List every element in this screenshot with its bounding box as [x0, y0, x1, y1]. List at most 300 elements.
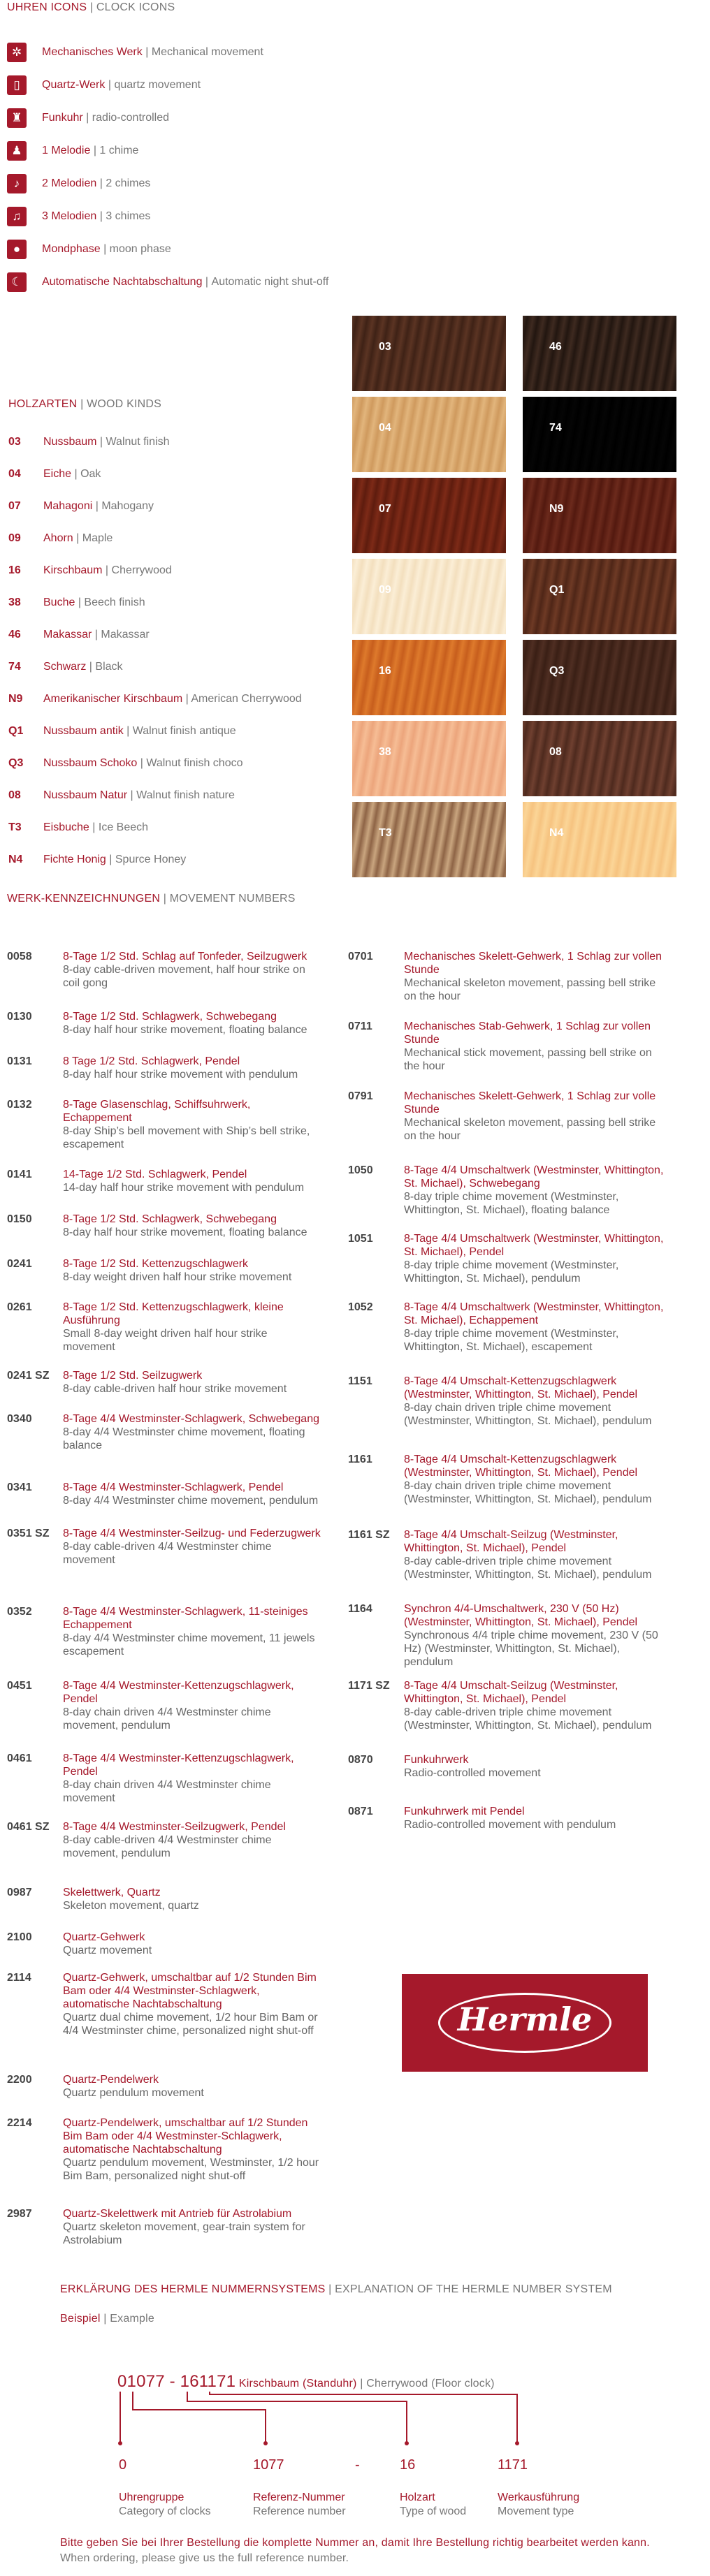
wood-swatch [352, 640, 506, 715]
clock-icon-label-en: 1 chime [99, 145, 139, 156]
movement-desc-de: 8-Tage 1/2 Std. Schlagwerk, Schwebegang [63, 1011, 277, 1023]
wood-name-en: Makassar [101, 629, 150, 641]
movement-desc-en: 8-day cable-driven 4/4 Westminster chime movement [63, 1541, 272, 1566]
movement-desc-en: 8-day triple chime movement (Westminster, Whittington, St. Michael), floating balance [404, 1191, 619, 1216]
movement-text [63, 1527, 321, 1567]
wood-swatch [352, 316, 506, 391]
movement-desc-en: 8-day cable-driven triple chime movement (Westminster, Whittington, St. Michael), pendulum [404, 1706, 652, 1732]
movement-desc-de: Quartz-Gehwerk, umschaltbar auf 1/2 Stunden Bim Bam oder 4/4 Westminster-Schlagwerk, automatische Nachtabschaltung [63, 1972, 317, 2010]
wood-code: 07 [8, 500, 21, 512]
wood-name-de: Makassar [43, 629, 92, 641]
number-part-value: 0 [119, 2457, 127, 2473]
wood-swatch [523, 397, 676, 472]
movement-text [63, 2116, 321, 2183]
movement-desc-de: 8-Tage 4/4 Westminster-Kettenzugschlagwerk, Pendel [63, 1752, 294, 1778]
wood-kind-row [8, 789, 235, 802]
wood-name-de: Buche [43, 597, 75, 608]
movement-desc-en: Quartz pendulum movement, Westminster, 1/2 hour Bim Bam, personalized night shut-off [63, 2157, 319, 2182]
movement-text [404, 1090, 669, 1143]
wood-kind-row [8, 436, 170, 448]
wood-swatch-code: 03 [379, 341, 391, 353]
hermle-logo [402, 1974, 648, 2072]
movement-desc-de: Mechanisches Stab-Gehwerk, 1 Schlag zur vollen Stunde [404, 1020, 651, 1046]
clock-icon-row [7, 140, 138, 161]
wood-kind-row [8, 725, 236, 738]
movement-desc-de: 8-Tage 1/2 Std. Kettenzugschlagwerk [63, 1258, 249, 1270]
wood-swatch-code: 07 [379, 503, 391, 515]
movement-text [404, 1602, 669, 1669]
movement-code: 0241 SZ [7, 1370, 50, 1382]
movement-desc-en: Quartz movement [63, 1945, 152, 1956]
movement-text [63, 1213, 321, 1239]
separator: | [100, 243, 110, 255]
separator: | [96, 210, 106, 222]
number-part-label-en: Reference number [253, 2505, 346, 2517]
movement-code: 0701 [348, 951, 373, 963]
movement-desc-en: 8-day chain driven 4/4 Westminster chime movement [63, 1779, 271, 1804]
movement-code: 0132 [7, 1099, 32, 1111]
movement-desc-en: 8-day cable-driven half hour strike movement [63, 1383, 287, 1395]
movement-desc-de: 8-Tage Glasenschlag, Schiffsuhrwerk, Echappement [63, 1099, 251, 1124]
movement-code: 2100 [7, 1931, 32, 1943]
wood-name-en: Ice Beech [98, 821, 149, 833]
clock-icon-label-de: 1 Melodie [42, 145, 91, 156]
movement-desc-de: 8-Tage 1/2 Std. Schlag auf Tonfeder, Seilzugwerk [63, 951, 307, 963]
movement-desc-de: Quartz-Skelettwerk mit Antrieb für Astrolabium [63, 2208, 292, 2220]
movement-desc-en: Quartz skeleton movement, gear-train system for Astrolabium [63, 2221, 305, 2246]
movement-text [404, 1232, 669, 1285]
clock-icon-label-en: Automatic night shut-off [211, 276, 329, 288]
movement-desc-de: 8-Tage 4/4 Umschalt-Seilzug (Westminster, Whittington, St. Michael), Pendel [404, 1529, 618, 1554]
movement-desc-de: 8-Tage 4/4 Umschalt-Kettenzugschlagwerk (Westminster, Whittington, St. Michael), Pendel [404, 1454, 638, 1479]
movement-desc-en: Mechanical stick movement, passing bell strike on the hour [404, 1047, 652, 1072]
movement-text [63, 1605, 321, 1658]
wood-kind-row [8, 629, 150, 641]
wood-name-de: Nussbaum antik [43, 725, 124, 737]
clock-icon-row [7, 42, 263, 63]
two-bells-icon: ♪ [7, 174, 27, 193]
wood-swatch-code: 09 [379, 584, 391, 596]
movement-desc-en: 8-day chain driven 4/4 Westminster chime movement, pendulum [63, 1706, 271, 1732]
movement-code: 2200 [7, 2074, 32, 2086]
wood-code: 08 [8, 789, 21, 801]
wood-code: T3 [8, 821, 22, 833]
separator: | [92, 629, 101, 641]
movement-text [63, 1098, 321, 1151]
number-part-label-de: Werkausführung [498, 2491, 580, 2503]
wood-name-de: Nussbaum Natur [43, 789, 128, 801]
clock-icon-row [7, 75, 201, 96]
movement-text [404, 1528, 669, 1581]
movement-text [63, 1055, 321, 1081]
order-note [60, 2535, 650, 2566]
wood-name-en: Walnut finish nature [136, 789, 235, 801]
clock-icon-label-en: quartz movement [114, 79, 201, 91]
wood-name-en: Walnut finish antique [132, 725, 236, 737]
wood-kind-row [8, 821, 148, 834]
quartz-icon: ▯ [7, 75, 27, 95]
wood-kind-row [8, 757, 242, 770]
wood-name-en: Cherrywood [111, 564, 172, 576]
wood-swatch-code: 38 [379, 746, 391, 758]
wood-name-de: Eiche [43, 468, 72, 480]
example-number-line: 01077 - 161171 Kirschbaum (Standuhr) | Cherrywood (Floor clock) [117, 2372, 495, 2391]
clock-icon-label-en: Mechanical movement [151, 46, 263, 58]
wood-code: 09 [8, 532, 21, 544]
example-number-desc-de: Kirschbaum (Standuhr) [238, 2378, 357, 2390]
number-part-value: 16 [400, 2457, 416, 2473]
three-bells-icon: ♫ [7, 207, 27, 226]
wood-code: Q3 [8, 757, 24, 769]
separator: | [123, 725, 133, 737]
moon-phase-icon: ● [7, 240, 27, 259]
movement-desc-en: 8-day half hour strike movement with pendulum [63, 1069, 298, 1081]
wood-name-de: Mahagoni [43, 500, 93, 512]
separator: | [86, 661, 96, 673]
number-system-heading: ERKLÄRUNG DES HERMLE NUMMERNSYSTEMS | EXPLANATION OF THE HERMLE NUMBER SYSTEM [60, 2283, 612, 2295]
movement-text [63, 1886, 321, 1912]
wood-kind-row [8, 854, 186, 866]
number-part-label [253, 2491, 346, 2519]
wood-kind-row [8, 661, 123, 673]
separator: | [105, 79, 115, 91]
wood-swatch [523, 559, 676, 634]
movement-desc-en: 8-day half hour strike movement, floating balance [63, 1024, 307, 1036]
movement-code: 0141 [7, 1169, 32, 1180]
movement-text [63, 1931, 321, 1957]
wood-swatch [352, 478, 506, 553]
movement-desc-de: 8-Tage 4/4 Westminster-Schlagwerk, 11-steiniges Echappement [63, 1606, 308, 1631]
movement-desc-de: 8-Tage 4/4 Umschaltwerk (Westminster, Whittington, St. Michael), Schwebegang [404, 1164, 664, 1190]
movement-text [63, 1168, 321, 1194]
movement-code: 0871 [348, 1806, 373, 1817]
wood-swatch-code: T3 [379, 827, 392, 839]
movement-code: 0461 SZ [7, 1821, 50, 1833]
movement-desc-de: 8 Tage 1/2 Std. Schlagwerk, Pendel [63, 1055, 240, 1067]
movement-desc-en: 14-day half hour strike movement with pendulum [63, 1182, 305, 1194]
wood-name-de: Schwarz [43, 661, 87, 673]
movement-desc-en: 8-day 4/4 Westminster chime movement, floating balance [63, 1426, 305, 1451]
movement-desc-en: 8-day triple chime movement (Westminster, Whittington, St. Michael), escapement [404, 1328, 619, 1353]
order-note-de: Bitte geben Sie bei Ihrer Bestellung die komplette Nummer an, damit Ihre Bestellung richtig bearbeitet werden kann. [60, 2537, 650, 2549]
movement-code: 1052 [348, 1301, 373, 1313]
wood-name-en: American Cherrywood [191, 693, 302, 705]
wood-code: Q1 [8, 725, 24, 737]
clock-icon-row [7, 206, 150, 227]
movement-desc-en: Small 8-day weight driven half hour strike movement [63, 1328, 268, 1353]
separator: | [137, 757, 147, 769]
wood-kind-row [8, 597, 145, 609]
wood-kind-row [8, 532, 113, 545]
clock-icon-row [7, 272, 328, 293]
movement-text [63, 2073, 321, 2100]
movement-code: 0150 [7, 1213, 32, 1225]
movement-text [404, 1805, 669, 1831]
movement-desc-en: 8-day triple chime movement (Westminster, Whittington, St. Michael), pendulum [404, 1259, 619, 1285]
movement-text [404, 1753, 669, 1780]
clock-icon-label-de: Funkuhr [42, 112, 83, 124]
movement-desc-de: 8-Tage 4/4 Umschalt-Kettenzugschlagwerk (Westminster, Whittington, St. Michael), Pendel [404, 1375, 638, 1400]
movement-text [404, 1453, 669, 1506]
movement-desc-en: 8-day 4/4 Westminster chime movement, 11 jewels escapement [63, 1632, 315, 1657]
wood-code: 38 [8, 597, 21, 608]
movement-desc-en: 8-day cable-driven triple chime movement (Westminster, Whittington, St. Michael), pendulum [404, 1556, 652, 1581]
clock-icon-label-en: 3 chimes [106, 210, 151, 222]
movement-desc-de: 8-Tage 4/4 Westminster-Seilzug- und Federzugwerk [63, 1528, 321, 1539]
movement-text [63, 1971, 321, 2037]
number-part-label-en: Type of wood [400, 2505, 467, 2517]
movement-text [404, 1301, 669, 1354]
wood-kinds-heading: HOLZARTEN | WOOD KINDS [8, 398, 161, 410]
wood-swatch [523, 640, 676, 715]
movement-text [63, 1257, 321, 1284]
movement-desc-de: 14-Tage 1/2 Std. Schlagwerk, Pendel [63, 1169, 247, 1180]
movement-desc-de: Funkuhrwerk [404, 1754, 469, 1766]
clock-icon-row [7, 173, 150, 194]
movement-desc-en: 8-day weight driven half hour strike movement [63, 1271, 292, 1283]
order-note-en: When ordering, please give us the full reference number. [60, 2552, 349, 2564]
movement-desc-de: 8-Tage 4/4 Umschalt-Seilzug (Westminster, Whittington, St. Michael), Pendel [404, 1680, 618, 1705]
number-part-label [119, 2491, 211, 2519]
wood-code: 46 [8, 629, 21, 641]
wood-swatch [352, 802, 506, 877]
wood-swatch [523, 478, 676, 553]
movement-desc-en: Quartz pendulum movement [63, 2087, 204, 2099]
movement-desc-de: Funkuhrwerk mit Pendel [404, 1806, 525, 1817]
movement-text [63, 1752, 321, 1805]
movement-desc-en: 8-day cable-driven movement, half hour strike on coil gong [63, 964, 305, 989]
movement-desc-de: 8-Tage 4/4 Westminster-Schlagwerk, Pendel [63, 1481, 284, 1493]
gear-icon: ✲ [7, 43, 27, 62]
wood-swatch-code: Q3 [549, 665, 565, 677]
movement-desc-de: 8-Tage 1/2 Std. Seilzugwerk [63, 1370, 203, 1382]
separator: | [75, 597, 85, 608]
movement-code: 0261 [7, 1301, 32, 1313]
number-part-label-de: Referenz-Nummer [253, 2491, 345, 2503]
radio-icon: ♜ [7, 108, 27, 128]
wood-kind-row [8, 500, 154, 513]
wood-swatch [523, 802, 676, 877]
movement-code: 1171 SZ [348, 1680, 390, 1692]
night-moon-icon: ☾ [7, 272, 27, 292]
movement-desc-en: Radio-controlled movement [404, 1767, 541, 1779]
number-part-label-de: Holzart [400, 2491, 435, 2503]
wood-swatch-code: 74 [549, 422, 562, 434]
movement-desc-de: Quartz-Pendelwerk [63, 2074, 159, 2086]
wood-name-en: Black [95, 661, 123, 673]
separator: | [142, 46, 152, 58]
wood-code: 16 [8, 564, 21, 576]
separator: | [106, 854, 115, 865]
separator: | [90, 145, 100, 156]
wood-name-en: Maple [82, 532, 113, 544]
clock-icon-label-en: moon phase [109, 243, 171, 255]
movement-desc-en: Synchronous 4/4 triple chime movement, 230 V (50 Hz) (Westminster, Whittington, St. Michael), pendulum [404, 1630, 658, 1668]
clock-icon-label-de: 3 Melodien [42, 210, 97, 222]
movement-desc-de: 8-Tage 4/4 Umschaltwerk (Westminster, Whittington, St. Michael), Echappement [404, 1301, 664, 1326]
movement-text [63, 1369, 321, 1396]
movement-code: 0870 [348, 1754, 373, 1766]
movement-text [63, 2207, 321, 2247]
movement-desc-en: Radio-controlled movement with pendulum [404, 1819, 616, 1831]
movement-desc-en: 8-day chain driven triple chime movement (Westminster, Whittington, St. Michael), pendulum [404, 1480, 652, 1505]
clock-icon-label-en: 2 chimes [106, 177, 151, 189]
number-part-label-en: Category of clocks [119, 2505, 211, 2517]
wood-swatch [523, 316, 676, 391]
example-number-desc-en: Cherrywood (Floor clock) [366, 2378, 495, 2390]
movement-desc-de: 8-Tage 4/4 Westminster-Seilzugwerk, Pendel [63, 1821, 286, 1833]
clock-icon-label-de: Mondphase [42, 243, 101, 255]
clock-icon-label-en: radio-controlled [92, 112, 170, 124]
clock-icon-label-de: Automatische Nachtabschaltung [42, 276, 203, 288]
wood-name-de: Eisbuche [43, 821, 89, 833]
movement-code: 0451 [7, 1680, 32, 1692]
wood-code: N4 [8, 854, 23, 865]
clock-icon-row [7, 108, 169, 129]
movement-code: 0791 [348, 1090, 373, 1102]
bell-icon: ♟ [7, 141, 27, 161]
separator: | [182, 693, 191, 705]
movement-code: 0340 [7, 1413, 32, 1425]
clock-icon-row [7, 239, 171, 260]
movement-text [63, 1679, 321, 1732]
movement-code: 0130 [7, 1011, 32, 1023]
wood-name-en: Mahogany [101, 500, 154, 512]
movement-desc-de: 8-Tage 1/2 Std. Schlagwerk, Schwebegang [63, 1213, 277, 1225]
movement-text [404, 1164, 669, 1217]
movement-code: 0461 [7, 1752, 32, 1764]
movement-code: 1164 [348, 1603, 372, 1615]
separator: | [89, 821, 99, 833]
movement-code: 2214 [7, 2117, 32, 2129]
wood-kind-row [8, 468, 101, 481]
movement-code: 0351 SZ [7, 1528, 50, 1539]
movement-desc-de: Mechanisches Skelett-Gehwerk, 1 Schlag zur vollen Stunde [404, 951, 662, 976]
wood-code: 74 [8, 661, 21, 673]
wood-name-en: Spurce Honey [115, 854, 187, 865]
wood-kind-row [8, 693, 302, 705]
movement-desc-de: 8-Tage 4/4 Westminster-Schlagwerk, Schwebegang [63, 1413, 319, 1425]
movement-desc-en: 8-day cable-driven 4/4 Westminster chime movement, pendulum [63, 1834, 272, 1859]
movement-code: 1151 [348, 1375, 372, 1387]
number-part-value: 1077 [253, 2457, 284, 2473]
clock-icon-label-de: 2 Melodien [42, 177, 97, 189]
movement-code: 2114 [7, 1972, 31, 1984]
wood-swatch-code: 16 [379, 665, 391, 677]
movement-text [404, 1020, 669, 1073]
wood-swatch [352, 559, 506, 634]
movement-code: 1050 [348, 1164, 373, 1176]
movement-desc-en: 8-day half hour strike movement, floating balance [63, 1227, 307, 1238]
wood-name-de: Fichte Honig [43, 854, 106, 865]
wood-name-en: Oak [80, 468, 101, 480]
wood-swatch-code: 46 [549, 341, 562, 353]
wood-swatch-code: N9 [549, 503, 564, 515]
movement-code: 1161 [348, 1454, 372, 1465]
wood-swatch-code: 04 [379, 422, 391, 434]
movement-desc-de: Synchron 4/4-Umschaltwerk, 230 V (50 Hz) (Westminster, Whittington, St. Michael), Pendel [404, 1603, 638, 1628]
movement-text [63, 1010, 321, 1037]
wood-kind-row [8, 564, 172, 577]
movement-text [404, 1679, 669, 1732]
movement-code: 1051 [348, 1233, 373, 1245]
number-part-label-de: Uhrengruppe [119, 2491, 184, 2503]
wood-swatch [352, 397, 506, 472]
movement-text [404, 950, 669, 1003]
wood-name-en: Beech finish [84, 597, 145, 608]
movement-desc-en: Quartz dual chime movement, 1/2 hour Bim Bam or 4/4 Westminster chime, personalized night shut-off [63, 2012, 318, 2037]
movement-desc-en: Mechanical skeleton movement, passing bell strike on the hour [404, 1117, 656, 1142]
movement-code: 0241 [7, 1258, 32, 1270]
number-part-label-en: Movement type [498, 2505, 574, 2517]
movement-text [63, 1820, 321, 1860]
movement-text [63, 1301, 321, 1354]
separator: | [102, 564, 112, 576]
movement-code: 0058 [7, 951, 32, 963]
diagram-dash: - [355, 2457, 360, 2473]
movement-desc-de: Quartz-Gehwerk [63, 1931, 145, 1943]
movement-desc-de: Quartz-Pendelwerk, umschaltbar auf 1/2 Stunden Bim Bam oder 4/4 Westminster-Schlagwerk, automatische Nachtabschaltung [63, 2117, 308, 2156]
separator: | [73, 532, 82, 544]
clock-icon-label-de: Mechanisches Werk [42, 46, 143, 58]
wood-swatch-code: 08 [549, 746, 562, 758]
clock-icons-heading: UHREN ICONS | CLOCK ICONS [7, 1, 175, 13]
movement-text [63, 1481, 321, 1507]
number-diagram-lines [0, 2389, 710, 2466]
movement-desc-de: 8-Tage 1/2 Std. Kettenzugschlagwerk, kleine Ausführung [63, 1301, 284, 1326]
movement-desc-de: 8-Tage 4/4 Westminster-Kettenzugschlagwerk, Pendel [63, 1680, 294, 1705]
clock-icon-label-de: Quartz-Werk [42, 79, 106, 91]
wood-name-de: Kirschbaum [43, 564, 103, 576]
movement-text [63, 1412, 321, 1452]
separator: | [96, 436, 106, 448]
movement-text [63, 950, 321, 990]
movement-desc-en: 8-day chain driven triple chime movement (Westminster, Whittington, St. Michael), pendulum [404, 1402, 652, 1427]
movement-numbers-heading: WERK-KENNZEICHNUNGEN | MOVEMENT NUMBERS [7, 893, 296, 905]
example-number: 01077 - 161171 [117, 2372, 236, 2391]
separator: | [92, 500, 102, 512]
movement-desc-en: 8-day Ship’s bell movement with Ship’s bell strike, escapement [63, 1125, 310, 1150]
movement-code: 0131 [7, 1055, 32, 1067]
movement-code: 0987 [7, 1887, 32, 1898]
number-part-value: 1171 [498, 2457, 528, 2473]
wood-code: N9 [8, 693, 23, 705]
example-label: Beispiel | Example [60, 2313, 154, 2325]
wood-code: 03 [8, 436, 21, 448]
movement-code: 0341 [7, 1481, 32, 1493]
separator: | [127, 789, 137, 801]
separator: | [96, 177, 106, 189]
wood-swatch-code: Q1 [549, 584, 565, 596]
movement-desc-en: Skeleton movement, quartz [63, 1900, 199, 1912]
wood-name-de: Amerikanischer Kirschbaum [43, 693, 183, 705]
movement-code: 0711 [348, 1020, 372, 1032]
separator: | [71, 468, 81, 480]
wood-swatch-code: N4 [549, 827, 564, 839]
wood-name-de: Nussbaum Schoko [43, 757, 138, 769]
logo-text: Hermle [457, 2000, 593, 2038]
separator: | [202, 276, 212, 288]
number-part-label [498, 2491, 579, 2519]
movement-code: 0352 [7, 1606, 32, 1618]
movement-text [404, 1375, 669, 1428]
wood-name-en: Walnut finish choco [146, 757, 243, 769]
movement-code: 1161 SZ [348, 1529, 390, 1541]
movement-desc-de: Mechanisches Skelett-Gehwerk, 1 Schlag zur volle Stunde [404, 1090, 656, 1115]
wood-name-en: Walnut finish [106, 436, 170, 448]
movement-desc-de: Skelettwerk, Quartz [63, 1887, 161, 1898]
movement-code: 2987 [7, 2208, 32, 2220]
